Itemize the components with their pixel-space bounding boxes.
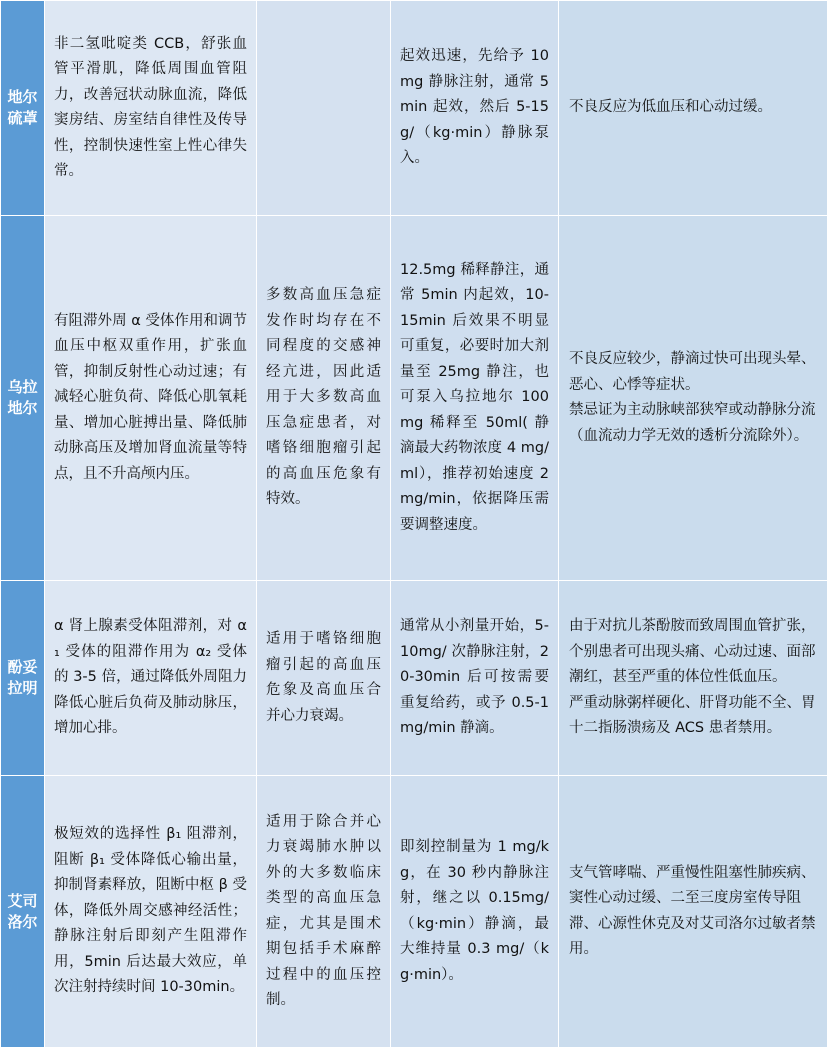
drug-name-line1: 艾司 — [1, 891, 44, 912]
dosage-text: 12.5mg 稀释静注，通常 5min 内起效，10-15min 后效果不明显可重复，必要时加大剂量至 25mg 静注，也可泵入乌拉地尔 100 mg 稀释至 50ml( 静滴最大药物浓度 4 mg/ml），推荐初始速度 2mg/min，依据降压需要调整速度。 — [391, 258, 558, 539]
drug-name-line2: 拉明 — [1, 678, 44, 699]
dosage-cell — [391, 581, 559, 776]
drug-name-line1: 地尔 — [1, 87, 44, 108]
drug-name-cell — [1, 776, 45, 1048]
table-body — [1, 1, 827, 1048]
dosage-text: 起效迅速，先给予 10mg 静脉注射，通常 5min 起效，然后 5-15g/（kg·min）静脉泵入。 — [391, 44, 558, 172]
indication-text: 适用于除合并心力衰竭肺水肿以外的大多数临床类型的高血压急症，尤其是围术期包括手术麻醉过程中的血压控制。 — [257, 810, 390, 1014]
table-row — [1, 776, 827, 1048]
drug-name-line1: 酚妥 — [1, 657, 44, 678]
drug-name-cell — [1, 1, 45, 216]
drug-name-line2: 洛尔 — [1, 912, 44, 933]
adverse-text: 不良反应为低血压和心动过缓。 — [559, 95, 827, 121]
mechanism-text: 非二氢吡啶类 CCB，舒张血管平滑肌，降低周围血管阻力，改善冠状动脉血流，降低窦房结、房室结自律性及传导性，控制快速性室上性心律失常。 — [45, 32, 256, 185]
contraindication-text: 禁忌证为主动脉峡部狭窄或动静脉分流（血流动力学无效的透析分流除外）。 — [559, 398, 827, 449]
table-row — [1, 1, 827, 216]
drug-name-line1: 乌拉 — [1, 377, 44, 398]
mechanism-text: α 肾上腺素受体阻滞剂，对 α₁ 受体的阻滞作用为 α₂ 受体的 3-5 倍，通过降低外周阻力降低心脏后负荷及肺动脉压，增加心排。 — [45, 614, 256, 742]
dosage-cell — [391, 216, 559, 581]
adverse-cell — [559, 216, 827, 581]
indication-text: 适用于嗜铬细胞瘤引起的高血压危象及高血压合并心力衰竭。 — [257, 627, 390, 729]
indication-cell — [257, 776, 391, 1048]
indication-text: 多数高血压急症发作时均存在不同程度的交感神经亢进，因此适用于大多数高血压急症患者，对嗜铬细胞瘤引起的高血压危象有特效。 — [257, 283, 390, 513]
mechanism-cell — [45, 776, 257, 1048]
dosage-text: 即刻控制量为 1 mg/kg，在 30 秒内静脉注射，继之以 0.15mg/（kg·min）静滴，最大维持量 0.3 mg/（kg·min）。 — [391, 835, 558, 988]
adverse-cell — [559, 1, 827, 216]
indication-cell — [257, 1, 391, 216]
mechanism-text: 有阻滞外周 α 受体作用和调节血压中枢双重作用，扩张血管，抑制反射性心动过速；有减轻心脏负荷、降低心肌氧耗量、增加心脏搏出量、降低肺动脉高压及增加肾血流量等特点，且不升高颅内压。 — [45, 309, 256, 488]
mechanism-text: 极短效的选择性 β₁ 阻滞剂，阻断 β₁ 受体降低心输出量，抑制肾素释放，阻断中枢 β 受体，降低外周交感神经活性；静脉注射后即刻产生阻滞作用，5min 后达最大效应，单次注射持续时间 10-30min。 — [45, 822, 256, 1001]
contraindication-text: 严重动脉粥样硬化、肝肾功能不全、胃十二指肠溃疡及 ACS 患者禁用。 — [559, 691, 827, 742]
dosage-cell — [391, 776, 559, 1048]
table-row — [1, 581, 827, 776]
dosage-cell — [391, 1, 559, 216]
dosage-text: 通常从小剂量开始，5-10mg/ 次静脉注射，20-30min 后可按需要重复给药，或予 0.5-1 mg/min 静滴。 — [391, 614, 558, 742]
adverse-text: 支气管哮喘、严重慢性阻塞性肺疾病、窦性心动过缓、二至三度房室传导阻滞、心源性休克及对艾司洛尔过敏者禁用。 — [559, 861, 827, 963]
adverse-cell — [559, 581, 827, 776]
indication-cell — [257, 216, 391, 581]
drug-name-cell — [1, 581, 45, 776]
mechanism-cell — [45, 1, 257, 216]
adverse-text: 由于对抗儿茶酚胺而致周围血管扩张，个别患者可出现头痛、心动过速、面部潮红，甚至严重的体位性低血压。 — [559, 614, 827, 691]
mechanism-cell — [45, 581, 257, 776]
drug-name-line2: 地尔 — [1, 398, 44, 419]
drug-name-line2: 硫䓬 — [1, 108, 44, 129]
adverse-text: 不良反应较少，静滴过快可出现头晕、恶心、心悸等症状。 — [559, 347, 827, 398]
table-row — [1, 216, 827, 581]
mechanism-cell — [45, 216, 257, 581]
drug-name-cell — [1, 216, 45, 581]
indication-cell — [257, 581, 391, 776]
adverse-cell — [559, 776, 827, 1048]
